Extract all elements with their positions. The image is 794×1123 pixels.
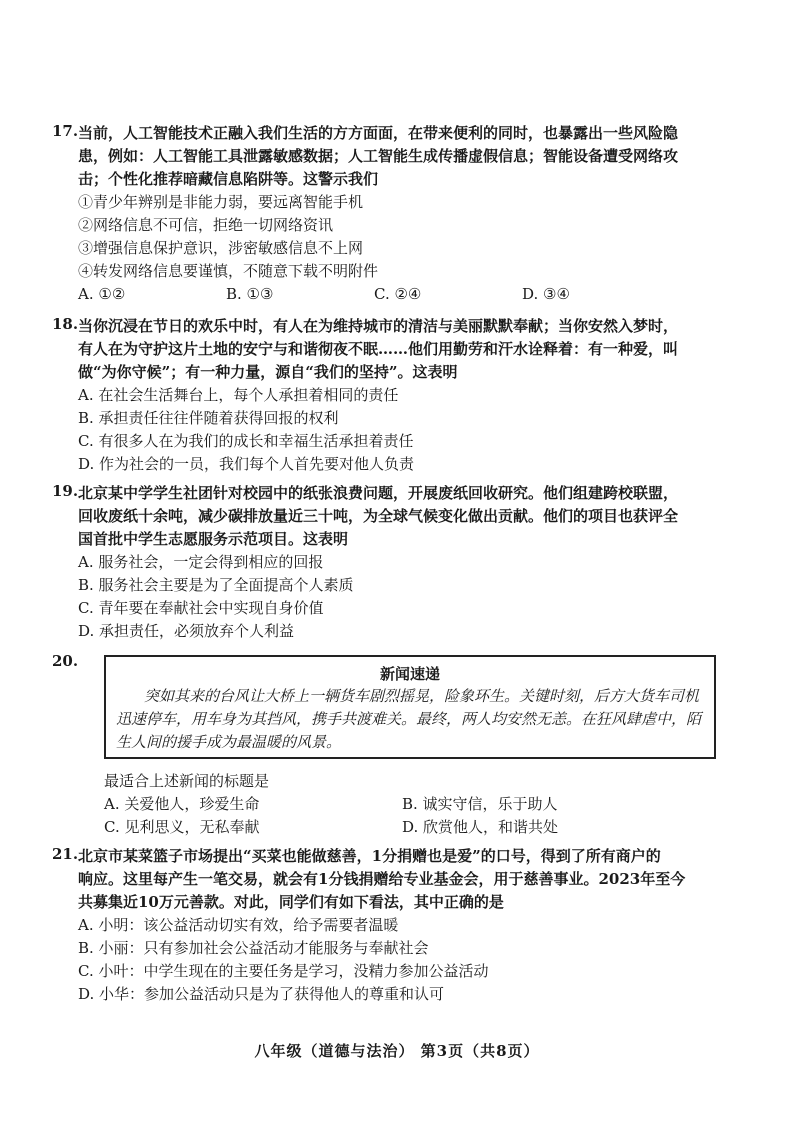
page-footer: 八年级（道德与法治） 第3页（共8页）	[254, 1042, 540, 1060]
question-prompt: 最适合上述新闻的标题是	[104, 772, 270, 790]
option-c: C. 有很多人在为我们的成长和幸福生活承担着责任	[78, 432, 414, 450]
option-b: B. 小丽：只有参加社会公益活动才能服务与奉献社会	[78, 939, 429, 957]
option-d: D. 欣赏他人，和谐共处	[402, 818, 559, 836]
stem-line: 患，例如：人工智能工具泄露敏感数据；人工智能生成传播虚假信息；智能设备遭受网络攻	[78, 147, 679, 165]
question-number: 19.	[52, 482, 79, 500]
news-line: 迅速停车，用车身为其挡风，携手共渡难关。最终，两人均安然无恙。在狂风肆虐中，陌	[116, 710, 702, 728]
option-b: B. 诚实守信，乐于助人	[402, 795, 558, 813]
question-stem	[78, 122, 718, 191]
answer-options	[104, 816, 744, 839]
stem-line: 响应。这里每产生一笔交易，就会有1分钱捐赠给专业基金会，用于慈善事业。2023年至今	[78, 870, 686, 888]
option-a: A. ①②	[78, 285, 126, 303]
news-line: 突如其来的台风让大桥上一辆货车剧烈摇晃，险象环生。关键时刻，后方大货车司机	[144, 687, 700, 705]
statement: ①青少年辨别是非能力弱，要远离智能手机	[78, 193, 364, 211]
option-a: A. 小明：该公益活动切实有效，给予需要者温暖	[78, 916, 399, 934]
question-21	[52, 845, 718, 1006]
option-b: B. 服务社会主要是为了全面提高个人素质	[78, 576, 354, 594]
option-a: A. 关爱他人，珍爱生命	[104, 795, 260, 813]
stem-line: 共募集近10万元善款。对此，同学们有如下看法，其中正确的是	[78, 893, 504, 911]
option-a: A. 在社会生活舞台上，每个人承担着相同的责任	[78, 386, 399, 404]
option-c: C. 小叶：中学生现在的主要任务是学习，没精力参加公益活动	[78, 962, 489, 980]
option-a: A. 服务社会，一定会得到相应的回报	[78, 553, 324, 571]
option-d: D. 承担责任，必须放弃个人利益	[78, 622, 295, 640]
stem-line: 北京市某菜篮子市场提出“买菜也能做慈善，1分捐赠也是爱”的口号，得到了所有商户的	[78, 847, 661, 865]
news-title: 新闻速递	[379, 665, 440, 683]
statement: ③增强信息保护意识，涉密敏感信息不上网	[78, 239, 364, 257]
option-d: D. ③④	[522, 285, 570, 303]
statement: ④转发网络信息要谨慎，不随意下载不明附件	[78, 262, 379, 280]
option-b: B. ①③	[226, 285, 274, 303]
question-stem	[78, 315, 718, 384]
question-19	[52, 482, 718, 643]
question-stem	[78, 482, 718, 551]
answer-options	[78, 283, 718, 306]
stem-line: 当前，人工智能技术正融入我们生活的方方面面，在带来便利的同时，也暴露出一些风险隐	[78, 124, 679, 142]
question-18	[52, 315, 718, 476]
stem-line: 国首批中学生志愿服务示范项目。这表明	[78, 530, 349, 548]
option-c: C. ②④	[374, 285, 422, 303]
stem-line: 做“为你守候”；有一种力量，源自“我们的坚持”。这表明	[78, 363, 458, 381]
statement: ②网络信息不可信，拒绝一切网络资讯	[78, 216, 334, 234]
question-20-body	[104, 770, 744, 839]
stem-line: 当你沉浸在节日的欢乐中时，有人在为维持城市的清洁与美丽默默奉献；当你安然入梦时，	[78, 317, 679, 335]
question-stem	[78, 845, 718, 914]
news-line: 生人间的援手成为最温暖的风景。	[116, 733, 342, 751]
news-box	[104, 655, 716, 759]
option-b: B. 承担责任往往伴随着获得回报的权利	[78, 409, 339, 427]
option-c: C. 青年要在奉献社会中实现自身价值	[78, 599, 324, 617]
answer-options	[104, 793, 744, 816]
option-c: C. 见利思义，无私奉献	[104, 818, 260, 836]
question-number: 18.	[52, 315, 79, 333]
question-number: 20.	[52, 652, 79, 670]
stem-line: 北京某中学学生社团针对校园中的纸张浪费问题，开展废纸回收研究。他们组建跨校联盟，	[78, 484, 679, 502]
option-d: D. 作为社会的一员，我们每个人首先要对他人负责	[78, 455, 415, 473]
stem-line: 有人在为守护这片土地的安宁与和谐彻夜不眠……他们用勤劳和汗水诠释着：有一种爱，叫	[78, 340, 679, 358]
question-number: 17.	[52, 122, 79, 140]
option-d: D. 小华：参加公益活动只是为了获得他人的尊重和认可	[78, 985, 445, 1003]
stem-line: 回收废纸十余吨，减少碳排放量近三十吨，为全球气候变化做出贡献。他们的项目也获评全	[78, 507, 679, 525]
stem-line: 击；个性化推荐暗藏信息陷阱等。这警示我们	[78, 170, 379, 188]
question-number: 21.	[52, 845, 79, 863]
question-17	[52, 122, 718, 306]
